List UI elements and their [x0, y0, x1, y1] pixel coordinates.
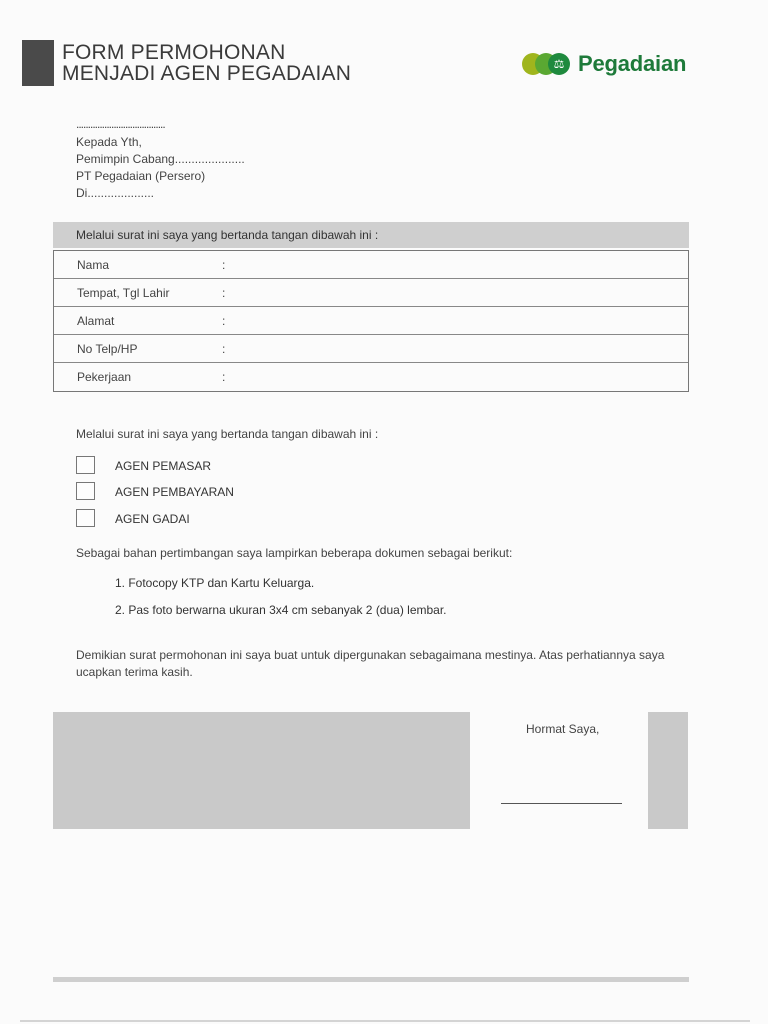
form-colon: : — [222, 258, 226, 272]
redacted-area-left — [53, 712, 470, 829]
title-accent-block — [22, 40, 54, 86]
address-location: Di.................... — [76, 186, 155, 200]
logo-circles-icon — [522, 51, 574, 77]
form-colon: : — [222, 342, 226, 356]
form-label: Alamat — [77, 314, 115, 328]
section1-heading: Melalui surat ini saya yang bertanda tangan dibawah ini : — [76, 228, 379, 242]
documents-intro: Sebagai bahan pertimbangan saya lampirkan beberapa dokumen sebagai berikut: — [76, 546, 513, 560]
pegadaian-logo — [522, 50, 686, 78]
option-label-agen-pembayaran: AGEN PEMBAYARAN — [115, 485, 234, 499]
checkbox-agen-pembayaran[interactable] — [76, 482, 95, 500]
scales-icon — [548, 53, 570, 75]
logo-text: Pegadaian — [578, 51, 687, 76]
form-label: Pekerjaan — [77, 370, 132, 384]
applicant-info-table — [53, 250, 689, 392]
signature-line[interactable] — [501, 803, 622, 804]
address-company: PT Pegadaian (Persero) — [76, 169, 206, 183]
form-colon: : — [222, 314, 226, 328]
option-label-agen-pemasar: AGEN PEMASAR — [115, 459, 212, 473]
form-row-alamat[interactable] — [54, 307, 688, 335]
address-to: Kepada Yth, — [76, 135, 142, 149]
form-colon: : — [222, 370, 226, 384]
option-label-agen-gadai: AGEN GADAI — [115, 512, 190, 526]
document-item: 1. Fotocopy KTP dan Kartu Keluarga. — [115, 576, 315, 590]
page-edge — [20, 1020, 750, 1022]
closing-statement: Demikian surat permohonan ini saya buat untuk dipergunakan sebagaimana mestinya. Atas perhatiannya saya ucapkan terima kasih. — [76, 648, 665, 679]
address-branch-head: Pemimpin Cabang..................... — [76, 152, 245, 166]
form-row-tempat-tgl-lahir[interactable] — [54, 279, 688, 307]
form-label: No Telp/HP — [77, 342, 138, 356]
footer-rule — [53, 977, 689, 982]
document-item: 2. Pas foto berwarna ukuran 3x4 cm sebanyak 2 (dua) lembar. — [115, 603, 447, 617]
form-title-line1: FORM PERMOHONAN — [62, 41, 286, 64]
form-title-line2: MENJADI AGEN PEGADAIAN — [62, 62, 352, 85]
form-label: Nama — [77, 258, 110, 272]
form-row-nama[interactable] — [54, 251, 688, 279]
form-colon: : — [222, 286, 226, 300]
redacted-area-right — [648, 712, 688, 829]
form-row-no-telp[interactable] — [54, 335, 688, 363]
section2-intro: Melalui surat ini saya yang bertanda tangan dibawah ini : — [76, 427, 379, 441]
place-date-field: ...................................... — [76, 117, 165, 131]
signature-label: Hormat Saya, — [526, 722, 600, 736]
checkbox-agen-pemasar[interactable] — [76, 456, 95, 474]
checkbox-agen-gadai[interactable] — [76, 509, 95, 527]
scales-icon-glyph: ⚖ — [553, 57, 565, 71]
form-row-pekerjaan[interactable] — [54, 363, 688, 391]
form-label: Tempat, Tgl Lahir — [77, 286, 170, 300]
